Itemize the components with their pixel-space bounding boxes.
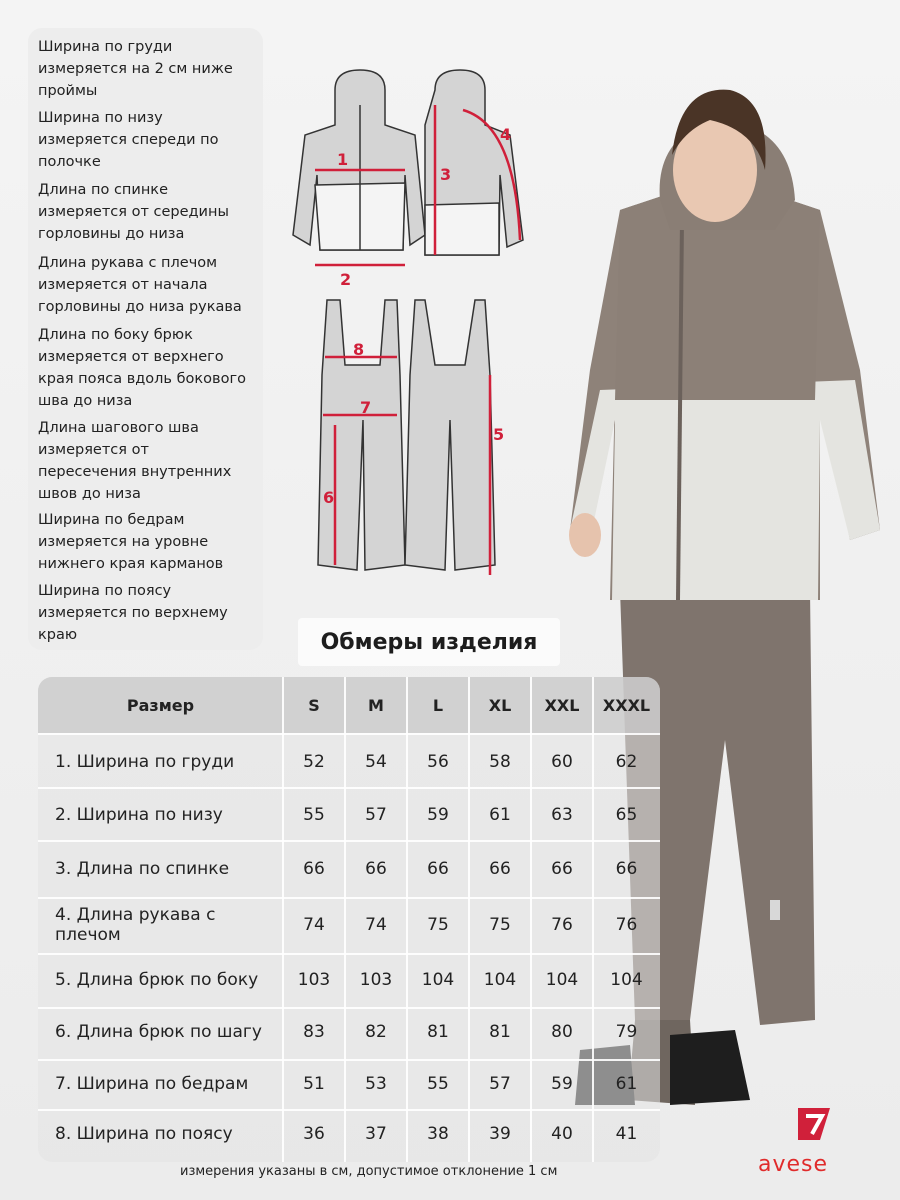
- size-header-s: S: [308, 695, 320, 715]
- cell: 104: [545, 970, 579, 990]
- cell: 81: [427, 1022, 449, 1042]
- cell: 83: [303, 1022, 325, 1042]
- cell: 80: [551, 1022, 573, 1042]
- size-header-l: L: [432, 695, 444, 715]
- row-label: 6. Длина брюк по шагу: [55, 1022, 262, 1042]
- cell: 76: [615, 915, 638, 935]
- cell: 57: [489, 1074, 511, 1094]
- marker-2: 2: [340, 270, 352, 289]
- cell: 79: [615, 1022, 638, 1042]
- table-row: [38, 1107, 660, 1161]
- cell: 58: [489, 752, 511, 772]
- table-row: [38, 842, 660, 896]
- row-label: 8. Ширина по поясу: [55, 1124, 233, 1144]
- page-title: Обмеры изделия: [298, 618, 560, 666]
- cell: 75: [489, 915, 511, 935]
- cell: 51: [303, 1074, 325, 1094]
- note-hips: Ширина по бедрам измеряется на уровне нижнего края карманов: [38, 512, 224, 572]
- cell: 55: [427, 1074, 449, 1094]
- cell: 40: [551, 1124, 573, 1144]
- brand-mark-icon: [794, 1104, 834, 1144]
- table-row: [38, 1005, 660, 1059]
- cell: 81: [489, 1022, 511, 1042]
- cell: 75: [427, 915, 449, 935]
- table-header: [38, 677, 660, 733]
- cell: 66: [551, 859, 573, 879]
- note-hem: Ширина по низу измеряется спереди по полочке: [38, 110, 219, 170]
- note-sleeve: Длина рукава с плечом измеряется от начала горловины до низа рукава: [38, 255, 242, 315]
- note-chest: Ширина по груди измеряется на 2 см ниже проймы: [38, 39, 233, 99]
- cell: 104: [483, 970, 517, 990]
- size-header-xxl: XXL: [544, 695, 580, 715]
- size-table: [38, 677, 660, 1162]
- marker-5: 5: [493, 425, 505, 444]
- marker-6: 6: [323, 488, 335, 507]
- marker-1: 1: [337, 150, 349, 169]
- cell: 66: [427, 859, 449, 879]
- cell: 54: [365, 752, 387, 772]
- table-row: [38, 735, 660, 789]
- cell: 66: [489, 859, 511, 879]
- cell: 37: [365, 1124, 387, 1144]
- cell: 55: [303, 805, 325, 825]
- cell: 61: [615, 1074, 638, 1094]
- row-label: 2. Ширина по низу: [55, 805, 223, 825]
- marker-4: 4: [500, 125, 512, 144]
- cell: 74: [303, 915, 325, 935]
- cell: 65: [615, 805, 638, 825]
- row-label: 3. Длина по спинке: [55, 859, 230, 879]
- cell: 63: [551, 805, 573, 825]
- row-label: 1. Ширина по груди: [55, 752, 235, 772]
- row-label: 7. Ширина по бедрам: [55, 1074, 249, 1094]
- cell: 66: [303, 859, 325, 879]
- table-row: [38, 953, 660, 1007]
- size-header-m: M: [368, 695, 384, 715]
- table-row: [38, 1057, 660, 1111]
- size-header-label: Размер: [126, 695, 195, 715]
- cell: 36: [303, 1124, 325, 1144]
- cell: 41: [615, 1124, 638, 1144]
- cell: 82: [365, 1022, 387, 1042]
- cell: 59: [551, 1074, 573, 1094]
- cell: 74: [365, 915, 387, 935]
- brand-name: avese: [758, 1152, 829, 1177]
- table-row: [38, 788, 660, 842]
- cell: 60: [551, 752, 573, 772]
- measurement-notes-panel: [28, 28, 263, 650]
- cell: 57: [365, 805, 387, 825]
- cell: 103: [359, 970, 393, 990]
- cell: 52: [303, 752, 325, 772]
- note-back-length: Длина по спинке измеряется от середины горловины до низа: [38, 182, 229, 242]
- marker-7: 7: [360, 398, 372, 417]
- cell: 56: [427, 752, 449, 772]
- marker-3: 3: [440, 165, 452, 184]
- cell: 76: [551, 915, 573, 935]
- cell: 59: [427, 805, 449, 825]
- cell: 104: [610, 970, 643, 990]
- note-waist: Ширина по поясу измеряется по верхнему краю: [38, 583, 228, 643]
- cell: 66: [615, 859, 638, 879]
- size-header-xxxl: XXXL: [602, 695, 651, 715]
- cell: 61: [489, 805, 511, 825]
- note-pants-side: Длина по боку брюк измеряется от верхнего края пояса вдоль бокового шва до низа: [38, 327, 246, 409]
- cell: 38: [427, 1124, 449, 1144]
- cell: 104: [421, 970, 455, 990]
- note-inseam: Длина шагового шва измеряется от пересечения внутренних швов до низа: [38, 420, 232, 502]
- garment-sketch: [285, 65, 535, 590]
- size-header-xl: XL: [488, 695, 512, 715]
- table-row: [38, 898, 660, 952]
- row-label: 4. Длина рукава с плечом: [55, 905, 216, 945]
- cell: 39: [489, 1124, 511, 1144]
- cell: 53: [365, 1074, 387, 1094]
- brand-logo: [758, 1100, 874, 1180]
- footnote: измерения указаны в см, допустимое отклонение 1 см: [180, 1164, 558, 1179]
- marker-8: 8: [353, 340, 365, 359]
- cell: 66: [365, 859, 387, 879]
- cell: 103: [297, 970, 331, 990]
- row-label: 5. Длина брюк по боку: [55, 970, 259, 990]
- cell: 62: [615, 752, 638, 772]
